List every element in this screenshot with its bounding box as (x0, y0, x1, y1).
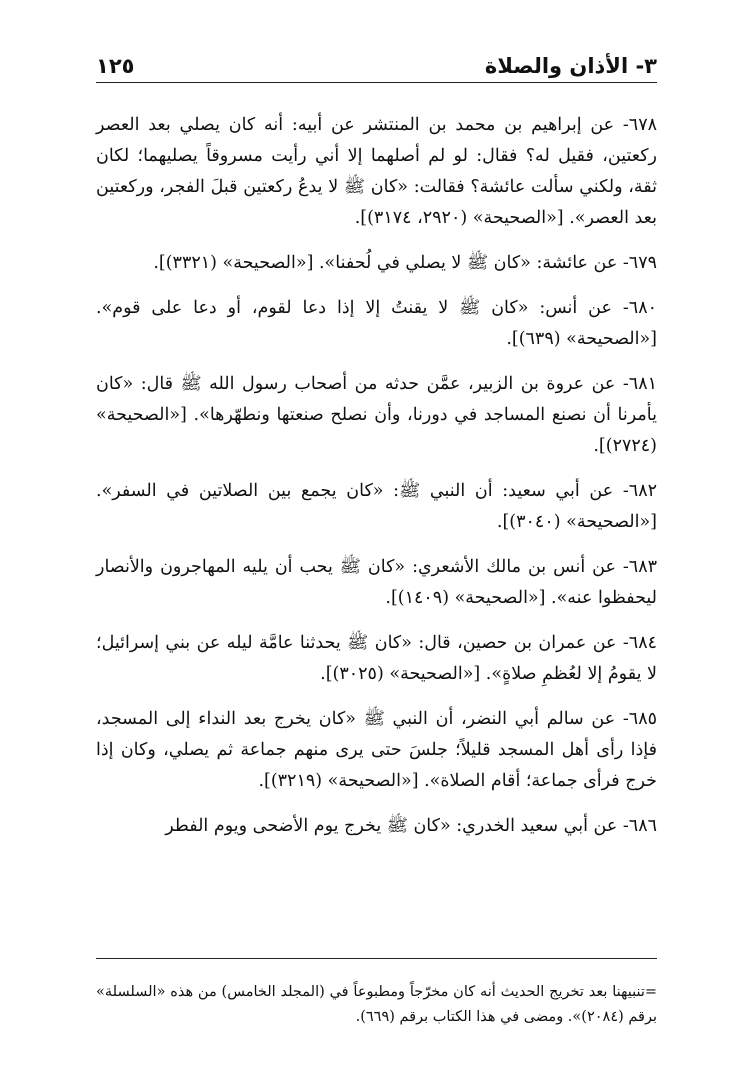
hadith-text: عن عمران بن حصين، قال: «كان ﷺ يحدثنا عامَّة ليله عن بني إسرائيل؛ لا يقومُ إلا لعُظمِ صلاةٍ». (96, 633, 657, 684)
hadith-number: ٦٨٤- (622, 633, 657, 653)
footnote-divider (96, 958, 657, 959)
chapter-title: ٣- الأذان والصلاة (484, 54, 657, 78)
hadith-text: عن أبي سعيد: أن النبي ﷺ: «كان يجمع بين الصلاتين في السفر». (96, 481, 623, 501)
hadith-681 (96, 369, 657, 462)
page-body (96, 110, 657, 856)
hadith-686 (96, 811, 657, 842)
hadith-number: ٦٧٨- (622, 115, 657, 135)
hadith-number: ٦٨٥- (622, 709, 657, 729)
hadith-number: ٦٨٣- (622, 557, 657, 577)
hadith-reference: [«الصحيحة» (٣٢١٩)]. (258, 771, 425, 791)
hadith-682 (96, 476, 657, 538)
hadith-678 (96, 110, 657, 234)
hadith-text: عن أنس بن مالك الأشعري: «كان ﷺ يحب أن يليه المهاجرون والأنصار ليحفظوا عنه». (96, 557, 657, 608)
hadith-reference: [«الصحيحة» (٣٠٤٠)]. (496, 512, 657, 532)
hadith-number: ٦٨٢- (622, 481, 657, 501)
hadith-reference: [«الصحيحة» (٢٩٢٠، ٣١٧٤)]. (354, 208, 570, 228)
hadith-number: ٦٨٦- (622, 816, 657, 836)
hadith-text: عن عروة بن الزبير، عمَّن حدثه من أصحاب رسول الله ﷺ قال: «كان يأمرنا أن نصنع المساجد في دورنا، وأن نصلح صنعتها ونطهّرها». (96, 374, 657, 425)
page-number: ١٢٥ (96, 54, 135, 78)
hadith-text: عن عائشة: «كان ﷺ لا يصلي في لُحفنا». (318, 253, 623, 273)
hadith-reference: [«الصحيحة» (٣٣٢١)]. (153, 253, 319, 273)
hadith-number: ٦٨١- (622, 374, 657, 394)
hadith-683 (96, 552, 657, 614)
hadith-reference: [«الصحيحة» (٣٠٢٥)]. (320, 664, 486, 684)
hadith-text: عن أنس: «كان ﷺ لا يقنتُ إلا إذا دعا لقوم، أو دعا على قوم». (96, 298, 623, 318)
hadith-number: ٦٨٠- (622, 298, 657, 318)
hadith-679 (96, 248, 657, 279)
hadith-reference: [«الصحيحة» (٢٧٢٤)]. (96, 405, 657, 456)
hadith-text: عن إبراهيم بن محمد بن المنتشر عن أبيه: أنه كان يصلي بعد العصر ركعتين، فقيل له؟ فقال: لو لم أصلهما إلا أني رأيت مسروقاً يصليهما؛ لكان ثقة، ولكني سألت عائشة؟ فقالت: «كان ﷺ لا يدعُ ركعتين قبلَ الفجر، وركعتين بعد العصر». (96, 115, 657, 228)
hadith-number: ٦٧٩- (622, 253, 657, 273)
hadith-680 (96, 293, 657, 355)
hadith-reference: [«الصحيحة» (١٤٠٩)]. (385, 588, 552, 608)
page-header (96, 38, 657, 83)
footnote: =تنبيهنا بعد تخريج الحديث أنه كان مخرّجاً ومطبوعاً في (المجلد الخامس) من هذه «السلسلة» برقم (٢٠٨٤)». ومضى في هذا الكتاب برقم (٦٦٩). (96, 984, 658, 1025)
hadith-text: عن سالم أبي النضر، أن النبي ﷺ «كان يخرج بعد النداء إلى المسجد، فإذا رأى أهل المسجد قليلاً؛ جلسَ حتى يرى منهم جماعة ثم يصلي، وكان إذا خرج فرأى جماعة؛ أقام الصلاة». (96, 709, 657, 791)
hadith-684 (96, 628, 657, 690)
hadith-685 (96, 704, 657, 797)
hadith-text: عن أبي سعيد الخدري: «كان ﷺ يخرج يوم الأضحى ويوم الفطر (165, 816, 623, 836)
hadith-reference: [«الصحيحة» (٦٣٩)]. (506, 329, 657, 349)
